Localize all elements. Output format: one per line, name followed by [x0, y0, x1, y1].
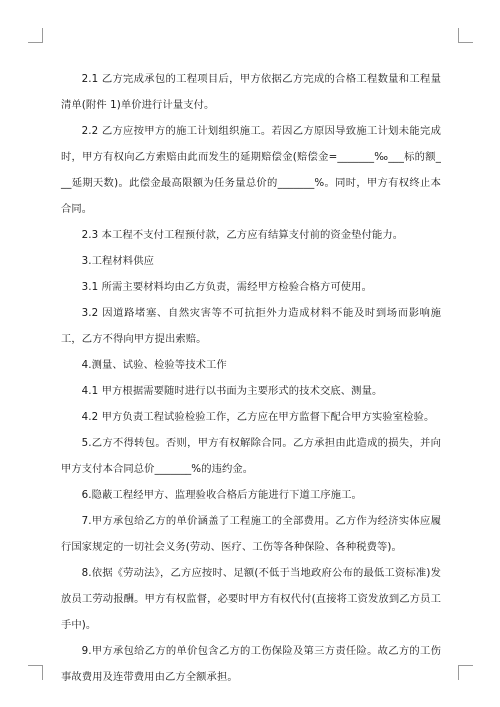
- paragraph-4-1: 4.1 甲方根据需要随时进行以书面为主要形式的技术交底、测量。: [81, 385, 383, 397]
- paragraph-3-2: 3.2 因道路堵塞、自然灾害等不可抗拒外力造成材料不能及时到场而影响施工，乙方不得向甲方提出索赔。: [61, 307, 441, 345]
- crop-mark-bottom-right: [458, 665, 473, 680]
- paragraph-4-2: 4.2 甲方负责工程试验检验工作，乙方应在甲方监督下配合甲方实验室检验。: [81, 411, 435, 423]
- paragraph-2-2: 2.2 乙方应按甲方的施工计划组织施工。若因乙方原因导致施工计划未能完成时，甲方有权向乙方索赔由此而发生的延期赔偿金(赔偿金=_______‰___标的额___延期天数)。此偿金最高限额为任务量总价的_______%。同时，甲方有权终止本合同。: [61, 125, 441, 215]
- paragraph-5: 5.乙方不得转包。否则，甲方有权解除合同。乙方承担由此造成的损失，并向甲方支付本合同总价_______%的违约金。: [61, 437, 441, 475]
- paragraph-2-1: 2.1 乙方完成承包的工程项目后，甲方依据乙方完成的合格工程数量和工程量清单(附件 1)单价进行计量支付。: [61, 73, 441, 111]
- paragraph-2-3: 2.3 本工程不支付工程预付款，乙方应有结算支付前的资金垫付能力。: [81, 229, 404, 241]
- heading-4: 4.测量、试验、检验等技术工作: [81, 359, 227, 371]
- heading-3: 3.工程材料供应: [81, 255, 154, 267]
- paragraph-3-1: 3.1 所需主要材料均由乙方负责，需经甲方检验合格方可使用。: [81, 281, 372, 293]
- document-body: [61, 66, 441, 690]
- paragraph-9: 9.甲方承包给乙方的单价包含乙方的工伤保险及第三方责任险。故乙方的工伤事故费用及连带费用由乙方全额承担。: [61, 645, 441, 683]
- paragraph-8: 8.依据《劳动法》，乙方应按时、足额(不低于当地政府公布的最低工资标准)发放员工劳动报酬。甲方有权监督，必要时甲方有权代付(直接将工资发放到乙方员工手中)。: [61, 567, 441, 631]
- crop-mark-top-left: [28, 28, 43, 43]
- crop-mark-top-right: [458, 28, 473, 43]
- paragraph-6: 6.隐蔽工程经甲方、监理验收合格后方能进行下道工序施工。: [81, 489, 362, 501]
- paragraph-7: 7.甲方承包给乙方的单价涵盖了工程施工的全部费用。乙方作为经济实体应履行国家规定的一切社会义务(劳动、医疗、工伤等各种保险、各种税费等)。: [61, 515, 441, 553]
- crop-mark-bottom-left: [28, 665, 43, 680]
